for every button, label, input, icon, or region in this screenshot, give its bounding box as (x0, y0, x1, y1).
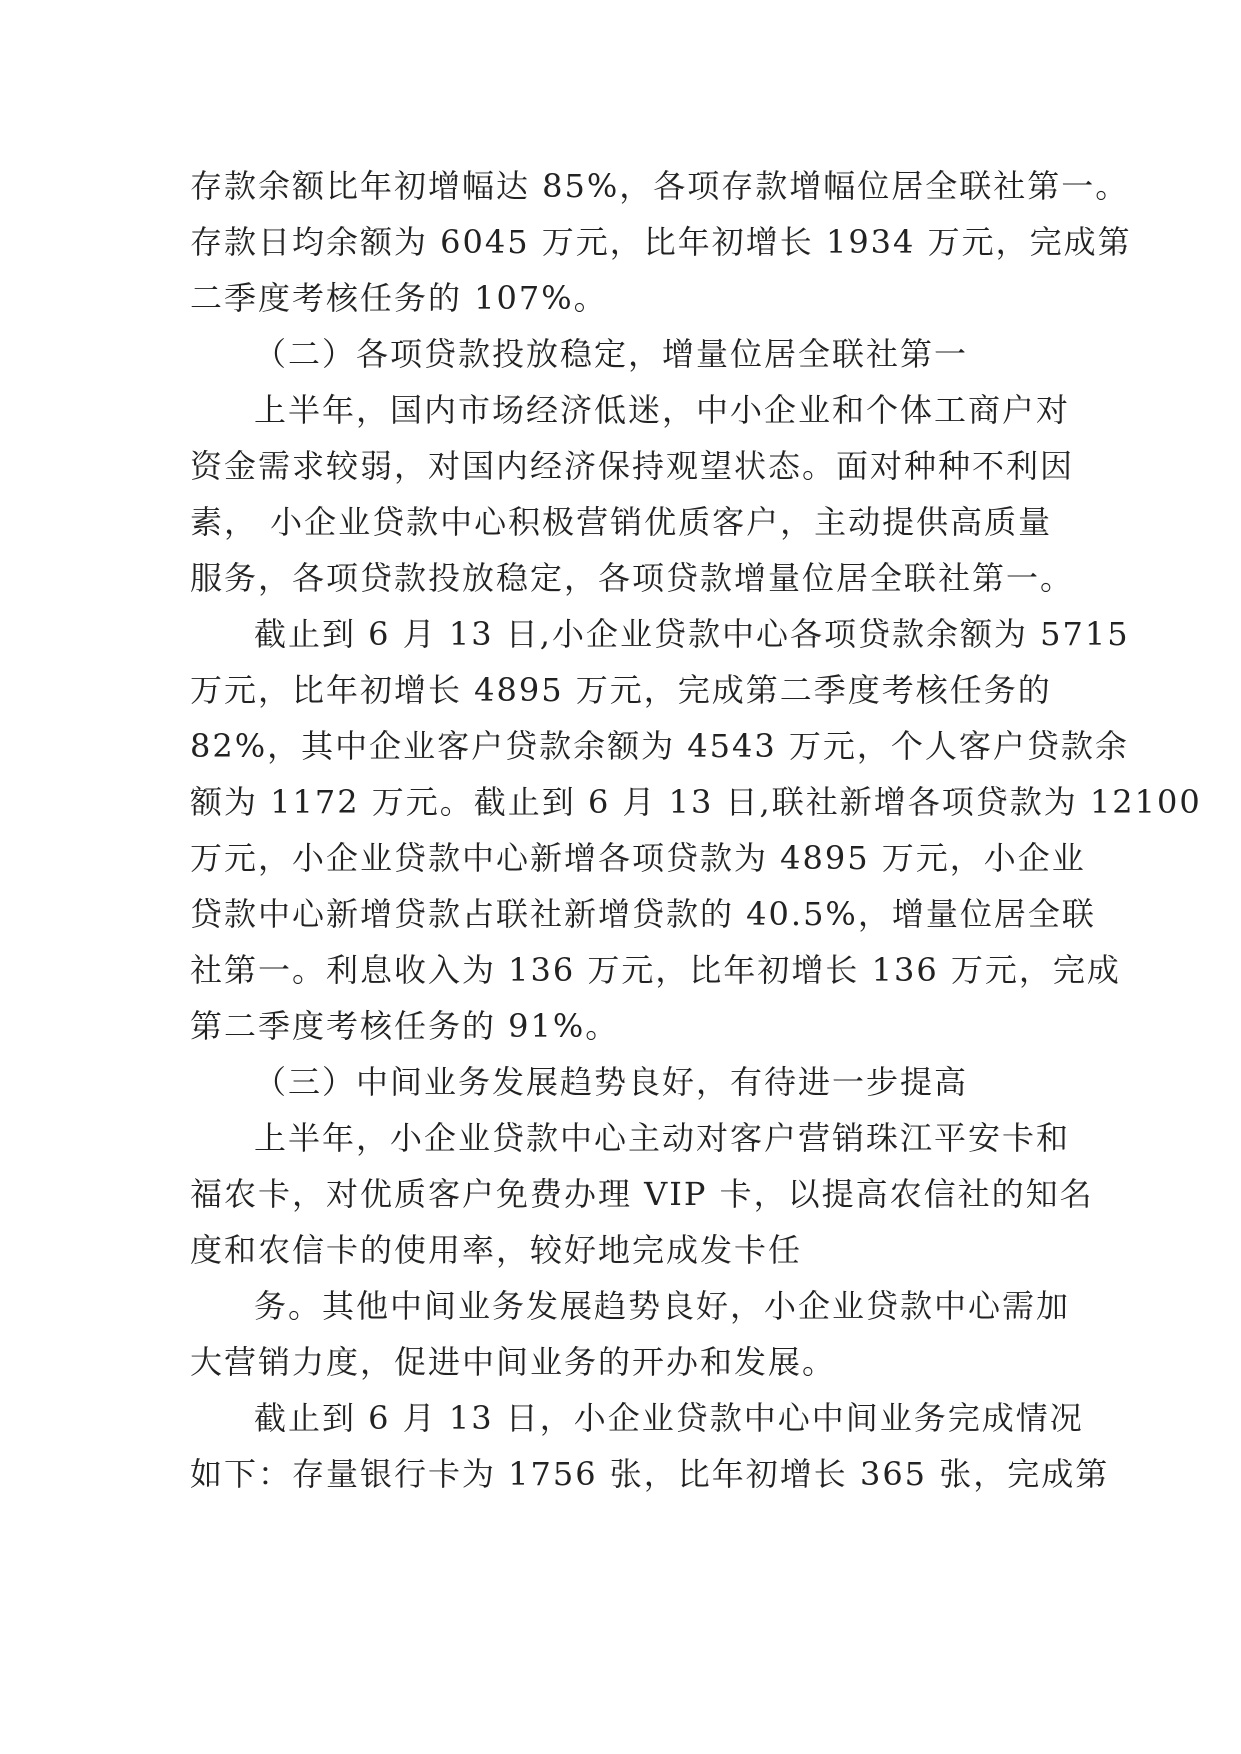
text-line: 贷款中心新增贷款占联社新增贷款的 40.5%，增量位居全联 (190, 895, 1096, 933)
text-line: 万元，比年初增长 4895 万元，完成第二季度考核任务的 (190, 671, 1052, 709)
document-body (190, 158, 1202, 1502)
text-line: 大营销力度，促进中间业务的开办和发展。 (190, 1343, 837, 1381)
text-line: 福农卡，对优质客户免费办理 VIP 卡，以提高农信社的知名 (190, 1175, 1094, 1213)
text-line: 存款余额比年初增幅达 85%，各项存款增幅位居全联社第一。 (190, 167, 1130, 205)
text-line: 资金需求较弱，对国内经济保持观望状态。面对种种不利因 (190, 447, 1075, 485)
text-line: 度和农信卡的使用率，较好地完成发卡任 (190, 1231, 803, 1269)
text-line: 第二季度考核任务的 91%。 (190, 1007, 620, 1045)
text-line: 社第一。利息收入为 136 万元，比年初增长 136 万元，完成 (190, 951, 1121, 989)
section-heading: （二）各项贷款投放稳定，增量位居全联社第一 (254, 335, 969, 373)
text-line: 素， 小企业贷款中心积极营销优质客户，主动提供高质量 (190, 503, 1053, 541)
text-line: 如下：存量银行卡为 1756 张，比年初增长 365 张，完成第 (190, 1455, 1110, 1493)
paragraph-first-line: 上半年，国内市场经济低迷，中小企业和个体工商户对 (254, 391, 1071, 429)
paragraph-first-line: 截止到 6 月 13 日,小企业贷款中心各项贷款余额为 5715 (254, 615, 1130, 653)
text-line: 服务，各项贷款投放稳定，各项贷款增量位居全联社第一。 (190, 559, 1075, 597)
text-line: 额为 1172 万元。截止到 6 月 13 日,联社新增各项贷款为 12100 (190, 783, 1202, 821)
section-heading: （三）中间业务发展趋势良好，有待进一步提高 (254, 1063, 969, 1101)
text-line: 二季度考核任务的 107%。 (190, 279, 608, 317)
text-line: 82%，其中企业客户贷款余额为 4543 万元，个人客户贷款余 (190, 727, 1129, 765)
text-line: 存款日均余额为 6045 万元，比年初增长 1934 万元，完成第 (190, 223, 1132, 261)
paragraph-first-line: 截止到 6 月 13 日，小企业贷款中心中间业务完成情况 (254, 1399, 1084, 1437)
text-line: 万元，小企业贷款中心新增各项贷款为 4895 万元，小企业 (190, 839, 1086, 877)
paragraph-first-line: 务。其他中间业务发展趋势良好，小企业贷款中心需加 (254, 1287, 1071, 1325)
paragraph-first-line: 上半年，小企业贷款中心主动对客户营销珠江平安卡和 (254, 1119, 1071, 1157)
